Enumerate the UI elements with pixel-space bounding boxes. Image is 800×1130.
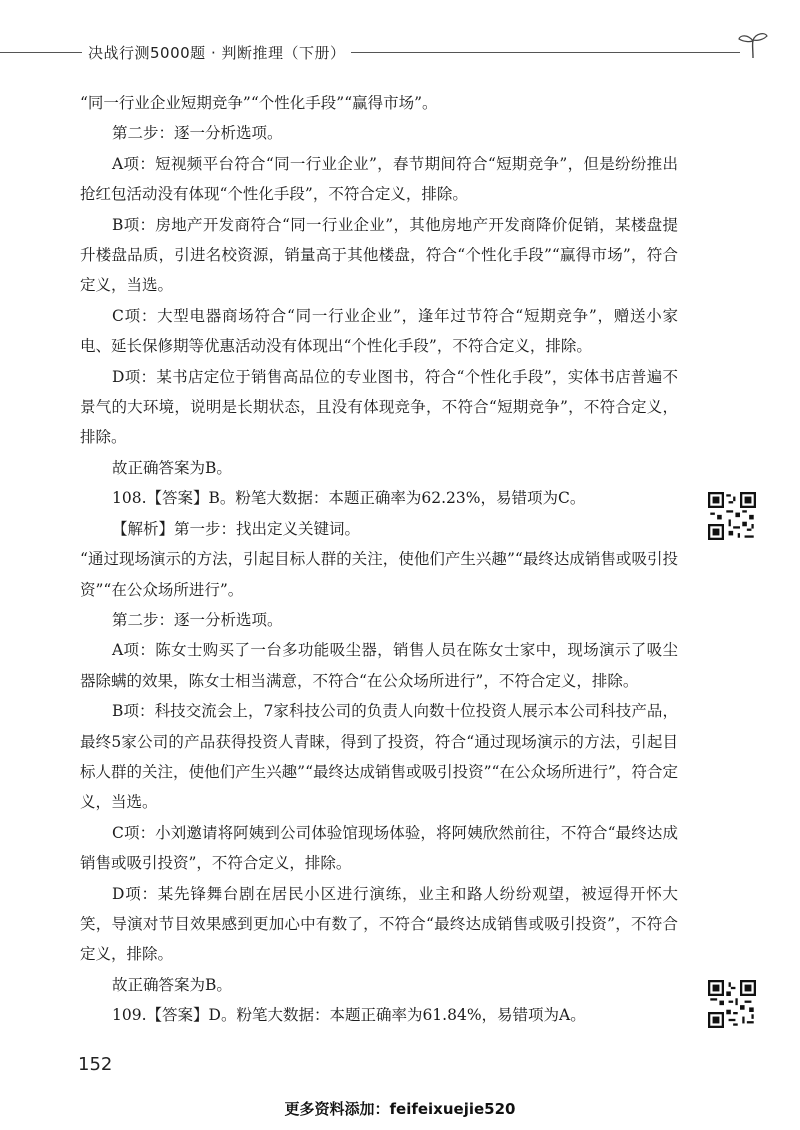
page-number: 152	[78, 1054, 113, 1075]
paragraph: 故正确答案为B。	[112, 975, 232, 994]
paragraph: C项：大型电器商场符合“同一行业企业”，逢年过节符合“短期竞争”，赠送小家电、延长保修期等优惠活动没有体现出“个性化手段”，不符合定义，排除。	[80, 306, 678, 356]
paragraph: A项：短视频平台符合“同一行业企业”，春节期间符合“短期竞争”，但是纷纷推出抢红包活动没有体现“个性化手段”，不符合定义，排除。	[80, 154, 678, 204]
answer-explanations	[80, 88, 678, 1031]
paragraph: A项：陈女士购买了一台多功能吸尘器，销售人员在陈女士家中，现场演示了吸尘器除螨的效果，陈女士相当满意，不符合“在公众场所进行”，不符合定义，排除。	[80, 641, 678, 690]
footer-contact-note: 更多资料添加：feifeixuejie520	[284, 1100, 516, 1118]
paragraph: 故正确答案为B。	[112, 458, 232, 477]
qr-code-icon[interactable]	[708, 980, 756, 1028]
header-rule-left	[0, 52, 84, 53]
paragraph: “同一行业企业短期竞争”“个性化手段”“赢得市场”。	[80, 94, 438, 112]
paragraph: “通过现场演示的方法，引起目标人群的关注，使他们产生兴趣”“最终达成销售或吸引投资”“在公众场所进行”。	[80, 550, 678, 599]
paragraph: C项：小刘邀请将阿姨到公司体验馆现场体验，将阿姨欣然前往，不符合“最终达成销售或吸引投资”，不符合定义，排除。	[80, 823, 678, 873]
paragraph: B项：房地产开发商符合“同一行业企业”，其他房地产开发商降价促销，某楼盘提升楼盘品质，引进名校资源，销量高于其他楼盘，符合“个性化手段”“赢得市场”，符合定义，当选。	[80, 215, 678, 295]
analysis-heading: 【解析】第一步：找出定义关键词。	[112, 519, 361, 538]
paragraph: B项：科技交流会上，7家科技公司的负责人向数十位投资人展示本公司科技产品，最终5家公司的产品获得投资人青睐，得到了投资，符合“通过现场演示的方法，引起目标人群的关注，使他们产生兴趣”“最终达成销售或吸引投资”“在公众场所进行”，符合定义，当选。	[80, 702, 678, 812]
paragraph: 第二步：逐一分析选项。	[112, 124, 283, 143]
header-rule-right	[330, 52, 740, 53]
book-title: 决战行测5000题 · 判断推理（下册）	[82, 42, 351, 63]
paragraph: D项：某先锋舞台剧在居民小区进行演练，业主和路人纷纷观望，被逗得开怀大笑，导演对节目效果感到更加心中有数了，不符合“最终达成销售或吸引投资”，不符合定义，排除。	[80, 884, 678, 964]
sprout-icon	[736, 30, 770, 60]
paragraph: D项：某书店定位于销售高品位的专业图书，符合“个性化手段”，实体书店普遍不景气的大环境，说明是长期状态，且没有体现竞争，不符合“短期竞争”，不符合定义，排除。	[80, 367, 678, 447]
page-header	[0, 36, 800, 66]
qr-code-icon[interactable]	[708, 492, 756, 540]
answer-line-108: 108.【答案】B。粉笔大数据：本题正确率为62.23%，易错项为C。	[112, 489, 586, 508]
paragraph: 第二步：逐一分析选项。	[112, 610, 283, 629]
answer-line-109: 109.【答案】D。粉笔大数据：本题正确率为61.84%，易错项为A。	[112, 1006, 586, 1025]
